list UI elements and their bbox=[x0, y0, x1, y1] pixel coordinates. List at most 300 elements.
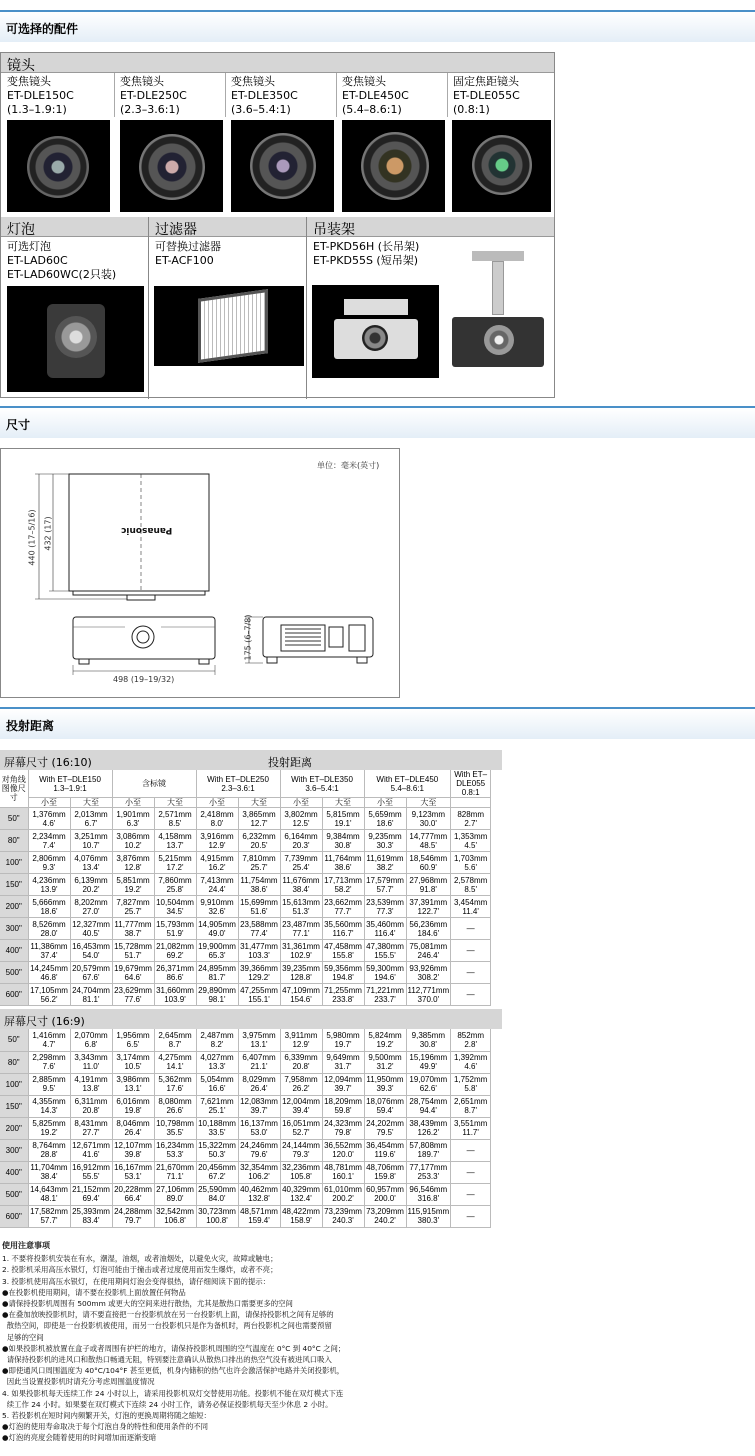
table-row bbox=[0, 1161, 491, 1183]
cell-mm: 48,571mm bbox=[240, 1207, 278, 1216]
table-cell bbox=[322, 896, 364, 918]
table-cell bbox=[406, 1183, 451, 1205]
diag-header: 对角线图像尺寸 bbox=[0, 770, 28, 808]
cell-mm: 30,723mm bbox=[198, 1207, 236, 1216]
table-cell bbox=[406, 1051, 451, 1073]
cell-ft: 37.4' bbox=[40, 950, 58, 960]
cell-ft: 94.4' bbox=[419, 1106, 437, 1115]
table-cell bbox=[112, 874, 154, 896]
table-cell bbox=[154, 1051, 196, 1073]
lens-item-5[interactable]: 固定焦距镜头 ET-DLE055C (0.8:1) bbox=[453, 75, 520, 116]
cell-mm: 17,582mm bbox=[30, 1207, 68, 1216]
max-label: 大至 bbox=[238, 798, 280, 808]
table-row bbox=[0, 1205, 491, 1227]
cell-ft: 54.0' bbox=[82, 950, 100, 960]
table-cell bbox=[154, 940, 196, 962]
cell-ft: 12.8' bbox=[124, 862, 142, 872]
cell-mm: 93,926mm bbox=[409, 963, 448, 973]
cell-mm: 9,235mm bbox=[368, 831, 402, 841]
height-dim: 175 (6–7/8) bbox=[243, 614, 253, 661]
table-cell bbox=[196, 874, 238, 896]
cell-ft: 126.2' bbox=[417, 1128, 440, 1137]
cell-ft: 20.3' bbox=[292, 840, 310, 850]
lens-item-1[interactable]: 变焦镜头 ET-DLE150C (1.3–1.9:1) bbox=[7, 75, 74, 116]
cell-mm: 5,362mm bbox=[158, 1075, 192, 1084]
table-cell bbox=[154, 918, 196, 940]
table-cell bbox=[28, 1029, 70, 1051]
table-cell bbox=[154, 984, 196, 1006]
table-cell bbox=[238, 830, 280, 852]
cell-ft: 5.6' bbox=[464, 862, 477, 872]
table-cell bbox=[238, 1073, 280, 1095]
cell-mm: 16,453mm bbox=[72, 941, 110, 951]
cell-mm: 12,094mm bbox=[324, 1075, 362, 1084]
cell-mm: 4,275mm bbox=[158, 1053, 192, 1062]
row-size: 500" bbox=[0, 1183, 28, 1205]
table-cell bbox=[28, 1051, 70, 1073]
note-line: 2. 投影机采用高压水银灯，灯泡可能由于撞击或者过度使用而发生爆炸，或者不亮； bbox=[2, 1265, 278, 1275]
table-cell bbox=[112, 1029, 154, 1051]
lens-col-header bbox=[112, 770, 196, 798]
cell-mm: 32,542mm bbox=[156, 1207, 194, 1216]
lens-col-header bbox=[364, 770, 451, 798]
cell-mm: 3,343mm bbox=[74, 1053, 108, 1062]
cell-mm: 12,671mm bbox=[72, 1141, 110, 1150]
row-size: 400" bbox=[0, 1161, 28, 1183]
cell-ft: 79.7' bbox=[124, 1216, 142, 1225]
cell-ft: 51.3' bbox=[292, 906, 310, 916]
cell-mm: 24,202mm bbox=[366, 1119, 404, 1128]
cell-mm: 15,613mm bbox=[282, 897, 320, 907]
cell-ft: 48.1' bbox=[40, 1194, 58, 1203]
cell-mm: 12,107mm bbox=[114, 1141, 152, 1150]
cell-mm: 40,329mm bbox=[282, 1185, 320, 1194]
mount-group-title: 吊装架 bbox=[307, 217, 554, 237]
table-cell bbox=[70, 1029, 112, 1051]
cell-ft: 19.7' bbox=[334, 1039, 352, 1049]
cell-ft: 13.4' bbox=[82, 862, 100, 872]
cell-mm: — bbox=[466, 968, 475, 977]
cell-mm: 47,380mm bbox=[366, 941, 404, 951]
cell-mm: 47,109mm bbox=[282, 985, 320, 995]
cell-ft: 194.8' bbox=[332, 972, 354, 982]
table-cell bbox=[70, 874, 112, 896]
cell-mm: 5,215mm bbox=[158, 853, 192, 863]
table-cell bbox=[364, 918, 406, 940]
table-row bbox=[0, 874, 491, 896]
cell-mm: 24,246mm bbox=[240, 1141, 278, 1150]
table-row bbox=[0, 808, 491, 830]
cell-mm: 39,366mm bbox=[240, 963, 278, 973]
dimensions-header: 尺寸 bbox=[0, 406, 755, 438]
cell-mm: 11,386mm bbox=[30, 941, 68, 951]
cell-mm: 8,080mm bbox=[158, 1097, 192, 1106]
table-cell bbox=[112, 940, 154, 962]
cell-mm: 3,251mm bbox=[74, 831, 108, 841]
cell-mm: 3,876mm bbox=[116, 853, 150, 863]
cell-ft: 33.5' bbox=[208, 1128, 226, 1137]
table-cell bbox=[28, 1139, 70, 1161]
depth-inner: 432 (17) bbox=[43, 516, 53, 551]
table-cell bbox=[70, 1117, 112, 1139]
table-cell bbox=[406, 1161, 451, 1183]
cell-ft: 38.6' bbox=[250, 884, 268, 894]
table-cell bbox=[364, 984, 406, 1006]
cell-ft: 65.3' bbox=[208, 950, 226, 960]
cell-ft: 120.0' bbox=[332, 1150, 354, 1159]
table-cell bbox=[154, 1139, 196, 1161]
cell-ft: 71.1' bbox=[166, 1172, 184, 1181]
cell-ft: 103.3' bbox=[248, 950, 270, 960]
cell-mm: 19,070mm bbox=[409, 1075, 448, 1084]
table-cell bbox=[28, 918, 70, 940]
table-cell bbox=[406, 852, 451, 874]
table-cell bbox=[322, 1095, 364, 1117]
cell-mm: 12,327mm bbox=[72, 919, 110, 929]
table-row bbox=[0, 984, 491, 1006]
lens-item-4[interactable]: 变焦镜头 ET-DLE450C (5.4–8.6:1) bbox=[342, 75, 409, 116]
table-cell bbox=[70, 940, 112, 962]
table-cell bbox=[280, 940, 322, 962]
cell-ft: 12.7' bbox=[250, 818, 268, 828]
table-cell bbox=[154, 830, 196, 852]
cell-ft: 128.8' bbox=[290, 972, 312, 982]
cell-mm: 47,458mm bbox=[324, 941, 362, 951]
cell-ft: 39.7' bbox=[334, 1084, 352, 1093]
cell-ft: 53.3' bbox=[166, 1150, 184, 1159]
cell-mm: 2,645mm bbox=[158, 1030, 192, 1040]
max-label: 大至 bbox=[70, 798, 112, 808]
filter-info[interactable]: 可替换过滤器 ET-ACF100 bbox=[155, 240, 221, 267]
cell-mm: 15,322mm bbox=[198, 1141, 236, 1150]
cell-mm: 3,975mm bbox=[242, 1030, 276, 1040]
cell-ft: 8.0' bbox=[210, 818, 224, 828]
cell-ft: 106.2' bbox=[248, 1172, 270, 1181]
cell-ft: 14.1' bbox=[166, 1062, 184, 1071]
cell-ft: 58.2' bbox=[334, 884, 352, 894]
table-cell bbox=[280, 1117, 322, 1139]
cell-mm: 36,454mm bbox=[366, 1141, 404, 1150]
mount-info[interactable]: ET-PKD56H (长吊架) ET-PKD55S (短吊架) bbox=[313, 240, 420, 267]
cell-ft: 155.1' bbox=[248, 994, 270, 1004]
table-cell bbox=[364, 896, 406, 918]
lens-photo-3 bbox=[231, 120, 334, 212]
cell-mm: 20,456mm bbox=[198, 1163, 236, 1172]
cell-ft: 13.7' bbox=[166, 840, 184, 850]
table-cell bbox=[322, 940, 364, 962]
cell-ft: 57.7' bbox=[376, 884, 394, 894]
cell-ft: 8.5' bbox=[168, 818, 182, 828]
cell-ft: 26.4' bbox=[124, 1128, 142, 1137]
cell-mm: 77,177mm bbox=[409, 1163, 448, 1172]
cell-ft: 240.3' bbox=[332, 1216, 354, 1225]
table-cell bbox=[196, 852, 238, 874]
table-cell bbox=[451, 1205, 491, 1227]
table-cell bbox=[28, 852, 70, 874]
cell-mm: 6,139mm bbox=[74, 875, 108, 885]
table-cell bbox=[154, 1029, 196, 1051]
table-cell bbox=[322, 1161, 364, 1183]
cell-ft: 4.5' bbox=[464, 840, 477, 850]
cell-ft: 60.9' bbox=[419, 862, 437, 872]
cell-mm: 23,539mm bbox=[366, 897, 404, 907]
lens-col-name: With ET–DLE350 bbox=[291, 774, 353, 784]
cell-ft: 25.8' bbox=[166, 884, 184, 894]
cell-ft: 67.2' bbox=[208, 1172, 226, 1181]
mount-photo-long bbox=[444, 247, 552, 379]
cell-ft: 10.5' bbox=[124, 1062, 142, 1071]
cell-ft: 13.3' bbox=[208, 1062, 226, 1071]
row-size: 300" bbox=[0, 1139, 28, 1161]
cell-mm: 16,167mm bbox=[114, 1163, 152, 1172]
table-cell bbox=[112, 1073, 154, 1095]
cell-ft: 53.0' bbox=[250, 1128, 268, 1137]
lens-col-header bbox=[196, 770, 280, 798]
cell-ft: 233.8' bbox=[332, 994, 354, 1004]
cell-ft: 81.7' bbox=[208, 972, 226, 982]
table-cell bbox=[154, 874, 196, 896]
cell-mm: — bbox=[466, 1145, 475, 1155]
cell-ft: 49.0' bbox=[208, 928, 226, 938]
table-cell bbox=[238, 1051, 280, 1073]
table-cell bbox=[364, 852, 406, 874]
cell-ft: 27.7' bbox=[82, 1128, 100, 1137]
lens-col-name: With ET–DLE150 bbox=[39, 774, 101, 784]
cell-mm: 2,885mm bbox=[32, 1075, 66, 1084]
cell-mm: 39,235mm bbox=[282, 963, 320, 973]
cell-ft: 8.5' bbox=[464, 884, 477, 894]
cell-ft: 25.4' bbox=[292, 862, 310, 872]
table-row bbox=[0, 852, 491, 874]
cell-mm: 15,793mm bbox=[156, 919, 194, 929]
table-cell bbox=[70, 918, 112, 940]
row-size: 200" bbox=[0, 896, 28, 918]
cell-ft: 21.1' bbox=[250, 1062, 268, 1071]
table-cell bbox=[280, 896, 322, 918]
cell-mm: 31,361mm bbox=[282, 941, 320, 951]
cell-ft: 84.0' bbox=[208, 1194, 226, 1203]
cell-ft: 30.8' bbox=[419, 1039, 437, 1049]
cell-ft: 86.6' bbox=[166, 972, 184, 982]
cell-mm: 17,579mm bbox=[366, 875, 404, 885]
max-label: 大至 bbox=[154, 798, 196, 808]
table-cell bbox=[406, 1139, 451, 1161]
cell-mm: 6,407mm bbox=[242, 1053, 276, 1062]
table-cell bbox=[406, 984, 451, 1006]
table-cell bbox=[28, 1095, 70, 1117]
lamp-photo bbox=[7, 286, 144, 392]
lens-photo-2 bbox=[120, 120, 223, 212]
cell-ft: 39.7' bbox=[250, 1106, 268, 1115]
table-cell bbox=[154, 962, 196, 984]
accessories-header: 可选择的配件 bbox=[0, 10, 755, 42]
table-cell bbox=[280, 962, 322, 984]
cell-mm: 8,526mm bbox=[32, 919, 66, 929]
table-cell bbox=[406, 896, 451, 918]
note-line: 3. 投影机使用高压水银灯，在使用期间灯泡会变得很热，请仔细阅读下面的提示： bbox=[2, 1276, 271, 1286]
table-cell bbox=[70, 1139, 112, 1161]
table-cell bbox=[322, 1205, 364, 1227]
min-label: 小至 bbox=[364, 798, 406, 808]
cell-ft: 106.8' bbox=[164, 1216, 186, 1225]
max-label: 大至 bbox=[322, 798, 364, 808]
filter-photo bbox=[154, 286, 304, 366]
brand-logo: Panasonic bbox=[121, 525, 173, 535]
cell-mm: 7,621mm bbox=[200, 1097, 234, 1106]
cell-mm: 23,662mm bbox=[324, 897, 362, 907]
table-cell bbox=[238, 918, 280, 940]
table-cell bbox=[280, 1073, 322, 1095]
row-size: 600" bbox=[0, 984, 28, 1006]
cell-ft: 102.9' bbox=[290, 950, 312, 960]
cell-mm: 20,579mm bbox=[72, 963, 110, 973]
table-cell bbox=[364, 962, 406, 984]
cell-mm: 8,764mm bbox=[32, 1141, 66, 1150]
table-cell bbox=[70, 1161, 112, 1183]
width-dim: 498 (19–19/32) bbox=[113, 675, 175, 684]
cell-mm: — bbox=[466, 990, 475, 999]
table-cell bbox=[112, 896, 154, 918]
table-cell bbox=[238, 1117, 280, 1139]
cell-ft: 246.4' bbox=[417, 950, 440, 960]
cell-mm: 4,236mm bbox=[32, 875, 66, 885]
lens-col-name: With ET–DLE250 bbox=[207, 774, 269, 784]
table-cell bbox=[322, 852, 364, 874]
table-cell bbox=[364, 830, 406, 852]
cell-mm: 9,123mm bbox=[411, 809, 445, 819]
table-cell bbox=[451, 808, 491, 830]
cell-ft: 119.6' bbox=[374, 1150, 396, 1159]
table-cell bbox=[112, 962, 154, 984]
cell-ft: 24.4' bbox=[208, 884, 226, 894]
cell-ft: 41.6' bbox=[82, 1150, 100, 1159]
cell-ft: 39.3' bbox=[376, 1084, 394, 1093]
cell-mm: 21,082mm bbox=[156, 941, 194, 951]
cell-mm: 3,986mm bbox=[116, 1075, 150, 1084]
table-cell bbox=[196, 896, 238, 918]
lens-item-3[interactable]: 变焦镜头 ET-DLE350C (3.6–5.4:1) bbox=[231, 75, 298, 116]
cell-ft: 28.8' bbox=[40, 1150, 58, 1159]
note-line: 散热空间，即使是一台投影机被使用，而另一台投影机只是作为备机时，两台投影机之间也需要预留 bbox=[2, 1321, 332, 1331]
lens-photo-4 bbox=[342, 120, 445, 212]
table-cell bbox=[196, 830, 238, 852]
table-cell bbox=[28, 984, 70, 1006]
cell-mm: — bbox=[466, 946, 475, 955]
table-cell bbox=[451, 1073, 491, 1095]
cell-ft: 26.6' bbox=[166, 1106, 184, 1115]
lens-photo-1 bbox=[7, 120, 110, 212]
cell-mm: 1,703mm bbox=[453, 853, 488, 863]
table-cell bbox=[280, 830, 322, 852]
cell-ft: 79.5' bbox=[376, 1128, 394, 1137]
cell-ft: 16.6' bbox=[208, 1084, 226, 1093]
cell-mm: 9,384mm bbox=[326, 831, 360, 841]
table-cell bbox=[112, 1095, 154, 1117]
cell-ft: 17.2' bbox=[166, 862, 184, 872]
table-cell bbox=[451, 896, 491, 918]
cell-ft: 8.7' bbox=[168, 1039, 182, 1049]
cell-ft: 20.8' bbox=[292, 1062, 310, 1071]
cell-mm: 14,245mm bbox=[30, 963, 68, 973]
cell-ft: 48.5' bbox=[419, 840, 437, 850]
max-label: 大至 bbox=[406, 798, 451, 808]
table-cell bbox=[451, 962, 491, 984]
table-cell bbox=[451, 918, 491, 940]
cell-mm: 24,288mm bbox=[114, 1207, 152, 1216]
table-cell bbox=[28, 1205, 70, 1227]
cell-mm: 16,912mm bbox=[72, 1163, 110, 1172]
cell-mm: 1,416mm bbox=[32, 1030, 66, 1040]
cell-mm: 2,013mm bbox=[74, 809, 108, 819]
cell-mm: 24,144mm bbox=[282, 1141, 320, 1150]
table-cell bbox=[364, 1073, 406, 1095]
cell-ft: 184.6' bbox=[417, 928, 440, 938]
table-cell bbox=[112, 1139, 154, 1161]
table-cell bbox=[451, 984, 491, 1006]
cell-mm: 27,106mm bbox=[156, 1185, 194, 1194]
cell-ft: 59.8' bbox=[334, 1106, 352, 1115]
cell-ft: 189.7' bbox=[417, 1150, 440, 1159]
table-cell bbox=[322, 874, 364, 896]
table-cell bbox=[70, 1183, 112, 1205]
table-cell bbox=[112, 1183, 154, 1205]
table-cell bbox=[238, 1029, 280, 1051]
cell-ft: 39.8' bbox=[124, 1150, 142, 1159]
row-size: 200" bbox=[0, 1117, 28, 1139]
note-line: ●请保持投影机周围有 500mm 或更大的空间来进行散热，尤其是散热口需要更多的空间 bbox=[2, 1299, 293, 1309]
cell-mm: 5,825mm bbox=[32, 1119, 66, 1128]
table-cell bbox=[238, 984, 280, 1006]
cell-ft: 370.0' bbox=[417, 994, 440, 1004]
table-cell bbox=[364, 1139, 406, 1161]
cell-ft: 316.8' bbox=[417, 1194, 440, 1203]
throw-table-1610 bbox=[0, 770, 491, 1006]
lamp-info[interactable]: 可选灯泡 ET-LAD60C ET-LAD60WC(2只装) bbox=[7, 240, 117, 281]
cell-ft: 154.6' bbox=[290, 994, 312, 1004]
cell-ft: 35.5' bbox=[166, 1128, 184, 1137]
table-cell bbox=[112, 1205, 154, 1227]
cell-mm: 2,298mm bbox=[32, 1053, 66, 1062]
cell-mm: 59,356mm bbox=[324, 963, 362, 973]
row-size: 80" bbox=[0, 1051, 28, 1073]
cell-ft: 116.7' bbox=[332, 928, 354, 938]
table-cell bbox=[364, 1095, 406, 1117]
table-cell bbox=[406, 940, 451, 962]
table-cell bbox=[406, 1029, 451, 1051]
cell-ft: 13.1' bbox=[124, 1084, 142, 1093]
cell-mm: 9,500mm bbox=[368, 1053, 402, 1062]
table-cell bbox=[280, 874, 322, 896]
table-cell bbox=[70, 1205, 112, 1227]
cell-ft: 4.6' bbox=[42, 818, 56, 828]
cell-ft: 64.6' bbox=[124, 972, 142, 982]
table-cell bbox=[196, 984, 238, 1006]
table-cell bbox=[406, 1205, 451, 1227]
table-cell bbox=[28, 808, 70, 830]
table-cell bbox=[280, 1161, 322, 1183]
cell-ft: 50.3' bbox=[208, 1150, 226, 1159]
table-cell bbox=[322, 808, 364, 830]
cell-mm: 2,487mm bbox=[200, 1030, 234, 1040]
cell-mm: 15,728mm bbox=[114, 941, 152, 951]
min-label: 小至 bbox=[196, 798, 238, 808]
cell-mm: 3,174mm bbox=[116, 1053, 150, 1062]
lens-item-2[interactable]: 变焦镜头 ET-DLE250C (2.3–3.6:1) bbox=[120, 75, 187, 116]
cell-mm: 21,670mm bbox=[156, 1163, 194, 1172]
cell-mm: 5,659mm bbox=[368, 809, 402, 819]
cell-mm: 16,137mm bbox=[240, 1119, 278, 1128]
table-cell bbox=[322, 1183, 364, 1205]
